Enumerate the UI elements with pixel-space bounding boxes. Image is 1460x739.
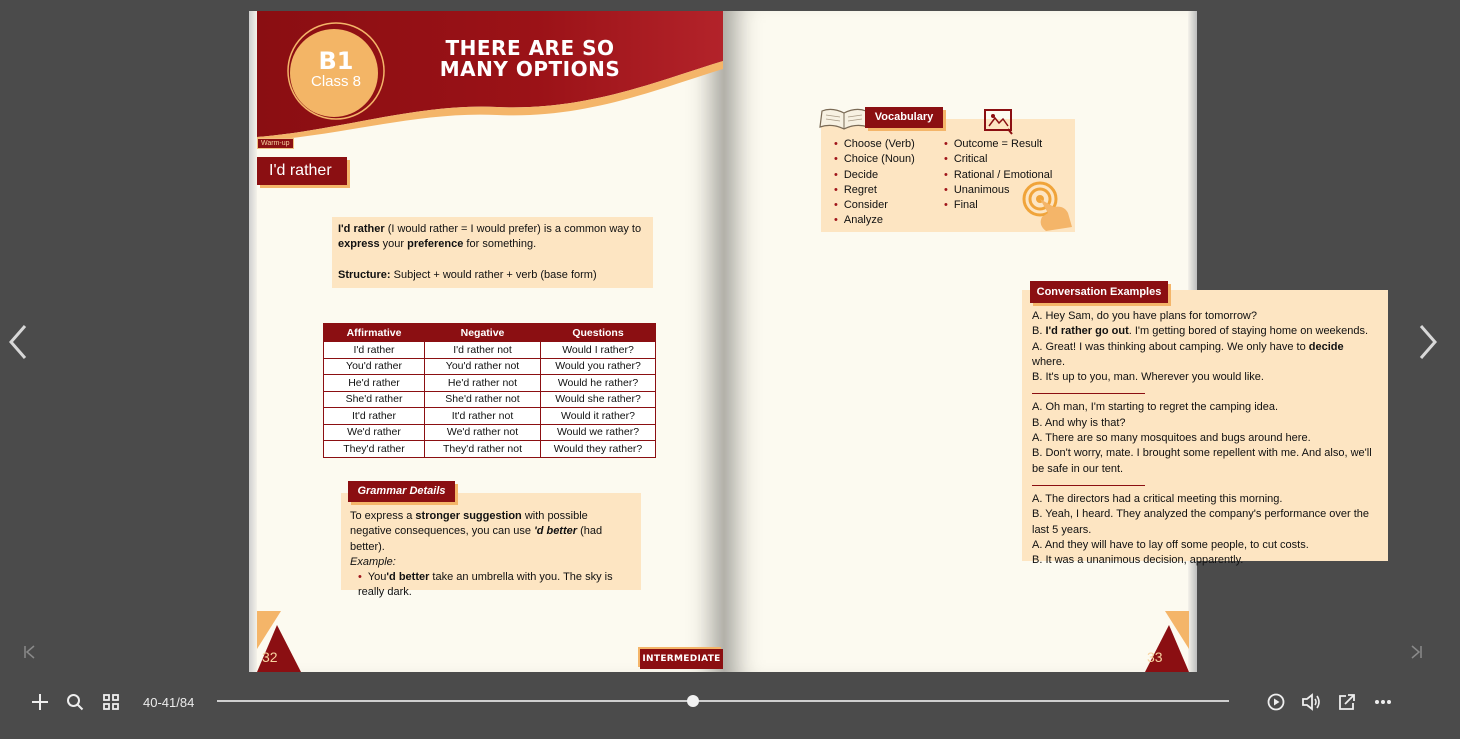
prev-page-button[interactable] (6, 322, 32, 362)
conversation-examples-tag: Conversation Examples (1030, 281, 1168, 303)
section-title: I'd rather (257, 157, 347, 185)
page-number: 32 (262, 649, 278, 665)
bullet-icon: • (358, 571, 362, 584)
page-slider[interactable] (217, 700, 1229, 702)
table-row: We'd rather We'd rather not Would we rather? (324, 424, 656, 441)
list-item: • Regret (834, 183, 877, 196)
list-item: • Decide (834, 168, 879, 181)
level-badge: B1 (318, 47, 354, 75)
grammar-details-tag: Grammar Details (348, 481, 455, 502)
more-button[interactable] (1372, 691, 1394, 713)
zoom-in-button[interactable] (29, 691, 51, 713)
list-item: • Outcome = Result (944, 138, 1043, 150)
table-row: He'd rather He'd rather not Would he rather? (324, 375, 656, 392)
list-item: • Rational / Emotional (944, 168, 1053, 181)
share-icon (1338, 693, 1356, 711)
sound-button[interactable] (1300, 691, 1322, 713)
vocabulary-tag: Vocabulary (865, 107, 943, 128)
table-row: They'd rather They'd rather not Would they rather? (324, 441, 656, 458)
level-footer-tag: INTERMEDIATE (640, 649, 723, 669)
list-item: • Unanimous (944, 183, 1010, 196)
chevron-right-icon (1414, 322, 1440, 362)
class-label: Class 8 (310, 73, 362, 90)
autoplay-button[interactable] (1265, 691, 1287, 713)
page-title: THERE ARE SO MANY OPTIONS (439, 36, 621, 81)
table-header: Affirmative (324, 324, 425, 342)
share-button[interactable] (1336, 691, 1358, 713)
play-icon (1267, 693, 1285, 711)
page-33 (724, 11, 1372, 672)
list-item: • Consider (834, 199, 888, 212)
target-hand-icon (1020, 181, 1076, 233)
divider (1032, 485, 1145, 486)
list-item: • Critical (944, 153, 988, 166)
conversation-box: A. Hey Sam, do you have plans for tomorrow? B. I'd rather go out. I'm getting bored of staying home on weekends. A. Great! I was thinking about camping. We only have to decide where. B. It's up to you, man. Wherever you would like. A. Oh man, I'm starting to regret the camping idea. B. And why is that? A. There are so many mosquitoes and bugs around here. B. Don't worry, mate. I brought some repellent with me. And also, we'll be safe in our tent. A. The directors had a critical meeting this morning. B. Yeah, I heard. They analyzed the company's performance over the last 5 years. A. And they will have to lay off some people, to cut costs. B. It was a unanimous decision, apparently. (1022, 290, 1388, 561)
intro-box: I'd rather (I would rather = I would prefer) is a common way to express your preference for something. Structure: Subject + would rather + verb (base form) (332, 217, 653, 288)
speaker-icon (1301, 693, 1321, 711)
table-row: I'd rather I'd rather not Would I rather? (324, 342, 656, 359)
table-row: She'd rather She'd rather not Would she rather? (324, 391, 656, 408)
thumbnails-button[interactable] (100, 691, 122, 713)
conjugation-table (323, 323, 656, 458)
table-row: You'd rather You'd rather not Would you rather? (324, 358, 656, 375)
image-frame-icon (984, 109, 1014, 135)
plus-icon (31, 693, 49, 711)
search-button[interactable] (64, 691, 86, 713)
vocab-list-1 (834, 137, 915, 229)
grammar-box: To express a stronger suggestion with possible negative consequences, you can use 'd better (had better). Example: • You'd better take an umbrella with you. The sky is really dark. (341, 493, 641, 590)
table-header: Negative (425, 324, 541, 342)
divider (1032, 393, 1145, 394)
page-indicator[interactable]: 40-41/84 (143, 695, 195, 710)
page-edge (249, 11, 257, 672)
page-slider-thumb[interactable] (687, 695, 699, 707)
grid-icon (102, 693, 120, 711)
chevron-left-icon (6, 322, 32, 362)
first-page-button[interactable] (22, 644, 38, 660)
list-item: • Final (944, 199, 978, 212)
list-item: • Analyze (834, 214, 883, 227)
open-book-icon (818, 103, 870, 133)
list-item: • Choose (Verb) (834, 138, 915, 150)
warmup-tag: Warm-up (257, 138, 294, 149)
page-number: 33 (1147, 649, 1163, 665)
flipbook-spread[interactable] (249, 11, 1372, 672)
table-header: Questions (541, 324, 656, 342)
more-icon (1374, 699, 1392, 705)
page-32 (249, 11, 724, 672)
list-item: • Choice (Noun) (834, 153, 915, 166)
last-page-icon (1408, 644, 1424, 660)
search-icon (66, 693, 84, 711)
next-page-button[interactable] (1414, 322, 1440, 362)
last-page-button[interactable] (1408, 644, 1424, 660)
table-row: It'd rather It'd rather not Would it rather? (324, 408, 656, 425)
first-page-icon (22, 644, 38, 660)
